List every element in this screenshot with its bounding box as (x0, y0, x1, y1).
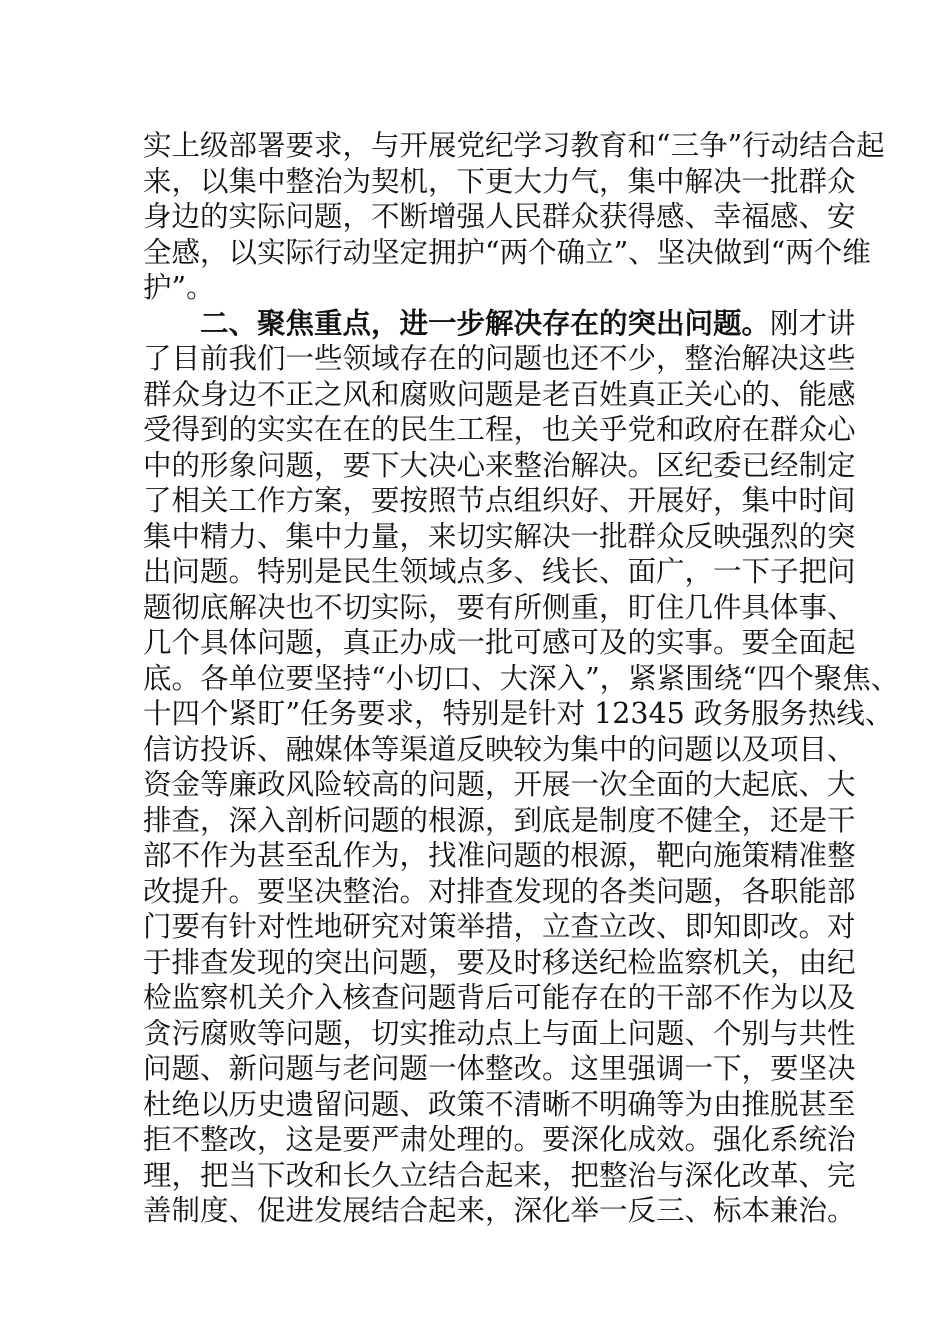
text-line: 集中精力、集中力量，来切实解决一批群众反映强烈的突 (143, 519, 856, 553)
text-line: 部不作为甚至乱作为，找准问题的根源，靶向施策精准整 (143, 839, 856, 872)
text-line: 群众身边不正之风和腐败问题是老百姓真正关心的、能感 (143, 377, 856, 411)
text-line: 实上级部署要求，与开展党纪学习教育和“三争”行动结合起 (143, 129, 885, 162)
text-line: 资金等廉政风险较高的问题，开展一次全面的大起底、大 (143, 768, 856, 801)
text-line: 了目前我们一些领域存在的问题也还不少，整治解决这些 (143, 342, 856, 375)
section-heading-tail: 刚才讲 (770, 306, 856, 340)
text-line: 护”。 (143, 271, 215, 304)
text-line: 检监察机关介入核查问题背后可能存在的干部不作为以及 (143, 981, 856, 1014)
text-line: 身边的实际问题，不断增强人民群众获得感、幸福感、安 (143, 200, 856, 233)
text-line: 十四个紧盯”任务要求，特别是针对 12345 政务服务热线、 (143, 697, 894, 730)
section-heading: 二、聚焦重点，进一步解决存在的突出问题。 (200, 305, 771, 340)
text-line: 改提升。要坚决整治。对排查发现的各类问题，各职能部 (143, 874, 856, 908)
text-line: 问题、新问题与老问题一体整改。这里强调一下，要坚决 (143, 1052, 856, 1085)
document-body (143, 128, 900, 1229)
text-line: 几个具体问题，真正办成一批可感可及的实事。要全面起 (143, 626, 856, 659)
text-line: 出问题。特别是民生领域点多、线长、面广，一下子把问 (143, 555, 856, 588)
section-heading-line (143, 305, 856, 342)
text-line: 于排查发现的突出问题，要及时移送纪检监察机关，由纪 (143, 945, 856, 979)
text-line: 排查，深入剖析问题的根源，到底是制度不健全，还是干 (143, 803, 856, 837)
text-line: 善制度、促进发展结合起来，深化举一反三、标本兼治。 (143, 1194, 856, 1227)
text-line: 门要有针对性地研究对策举措，立查立改、即知即改。对 (143, 910, 856, 943)
text-line: 信访投诉、融媒体等渠道反映较为集中的问题以及项目、 (143, 732, 856, 766)
text-line: 受得到的实实在在的民生工程，也关乎党和政府在群众心 (143, 413, 856, 446)
text-line: 来，以集中整治为契机，下更大力气，集中解决一批群众 (143, 164, 856, 198)
text-line: 题彻底解决也不切实际，要有所侧重，盯住几件具体事、 (143, 590, 856, 624)
text-line: 全感，以实际行动坚定拥护“两个确立”、坚决做到“两个维 (143, 235, 871, 269)
text-line: 底。各单位要坚持“小切口、大深入”，紧紧围绕“四个聚焦、 (143, 661, 900, 695)
text-line: 杜绝以历史遗留问题、政策不清晰不明确等为由推脱甚至 (143, 1087, 856, 1121)
text-line: 贪污腐败等问题，切实推动点上与面上问题、个别与共性 (143, 1016, 856, 1050)
text-line: 理，把当下改和长久立结合起来，把整治与深化改革、完 (143, 1158, 856, 1192)
text-line: 中的形象问题，要下大决心来整治解决。区纪委已经制定 (143, 448, 856, 482)
text-line: 拒不整改，这是要严肃处理的。要深化成效。强化系统治 (143, 1123, 856, 1156)
text-line: 了相关工作方案，要按照节点组织好、开展好，集中时间 (143, 484, 856, 517)
